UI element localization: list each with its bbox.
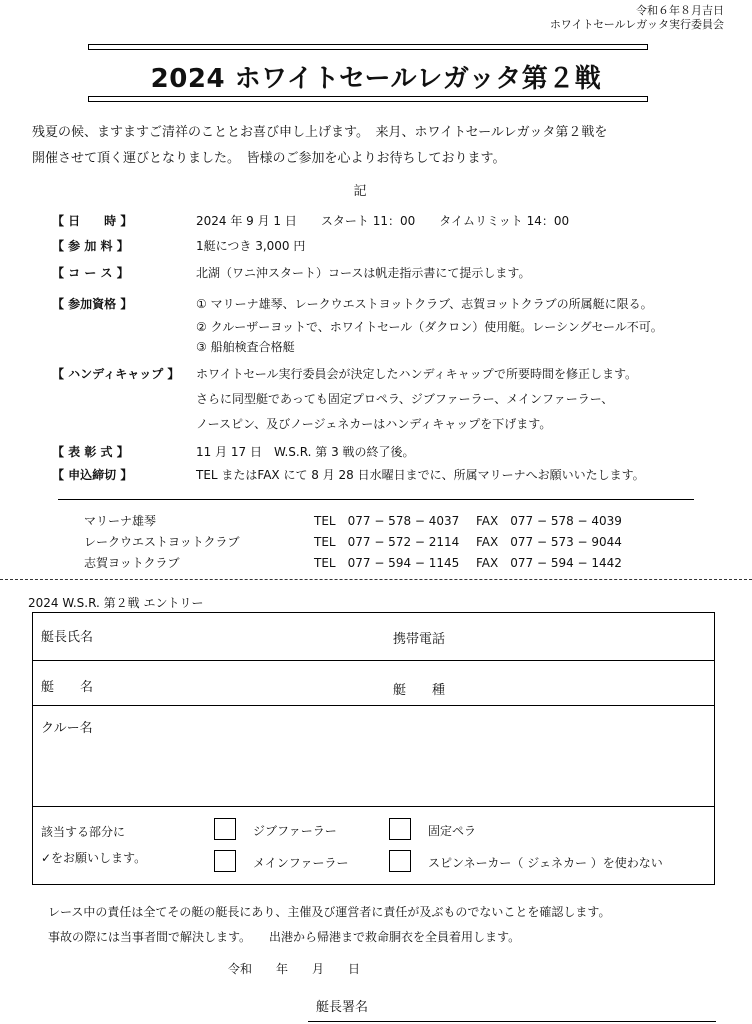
form-row-divider	[33, 806, 714, 807]
intro-line-1: 残夏の候、ますますご清祥のこととお喜び申し上げます。 来月、ホワイトセールレガッタ第２戦を	[32, 125, 608, 140]
date-label: 【 日 時 】	[52, 214, 133, 228]
divider-line	[58, 499, 694, 500]
form-row-divider	[33, 660, 714, 661]
page-title: 2024 ホワイトセールレガッタ第２戦	[150, 64, 602, 94]
club-fax: FAX 077 − 573 − 9044	[476, 535, 622, 549]
deadline-label: 【 申込締切 】	[52, 468, 133, 482]
title-top-bar	[88, 44, 648, 50]
signature-date: 令和 年 月 日	[228, 962, 361, 976]
no-spinnaker-label: スピンネーカー（ ジェネカー ）を使わない	[428, 856, 663, 870]
crew-name-field[interactable]: クルー名	[41, 721, 93, 736]
main-furler-label: メインファーラー	[253, 856, 349, 870]
date-value: 2024 年 9 月 1 日 スタート 11：00 タイムリミット 14：00	[196, 214, 570, 228]
fee-label: 【 参 加 料 】	[52, 239, 129, 253]
main-furler-checkbox[interactable]	[214, 850, 236, 872]
captain-signature-label: 艇長署名	[316, 1000, 369, 1015]
course-value: 北湖（ワニ沖スタート）コースは帆走指示書にて提示します。	[196, 266, 531, 280]
entry-form	[32, 612, 715, 885]
handicap-line: ホワイトセール実行委員会が決定したハンディキャップで所要時間を修正します。	[196, 367, 638, 381]
boat-type-field[interactable]: 艇 種	[393, 683, 446, 698]
captain-name-field[interactable]: 艇長氏名	[41, 630, 94, 645]
qualification-item: ③ 船舶検査合格艇	[196, 340, 295, 354]
jib-furler-label: ジブファーラー	[253, 824, 337, 838]
cut-line	[0, 579, 752, 580]
safety-note: 事故の際には当事者間で解決します。 出港から帰港まで救命胴衣を全員着用します。	[48, 930, 521, 944]
handicap-label: 【 ハンディキャップ 】	[52, 367, 180, 381]
qualification-item: ① マリーナ雄琴、レークウエストヨットクラブ、志賀ヨットクラブの所属艇に限る。	[196, 297, 653, 311]
club-tel: TEL 077 − 594 − 1145	[314, 556, 460, 570]
handicap-line: さらに同型艇であっても固定プロペラ、ジブファーラー、メインファーラー、	[196, 392, 614, 406]
club-tel: TEL 077 − 572 − 2114	[314, 535, 460, 549]
fixed-prop-label: 固定ペラ	[428, 824, 477, 838]
award-label: 【 表 彰 式 】	[52, 445, 129, 459]
issue-date: 令和６年８月吉日	[636, 4, 724, 17]
organizer-name: ホワイトセールレガッタ実行委員会	[549, 18, 724, 31]
handicap-line: ノースピン、及びノージェネカーはハンディキャップを下げます。	[196, 417, 552, 431]
intro-line-2: 開催させて頂く運びとなりました。 皆様のご参加を心よりお待ちしております。	[32, 151, 506, 166]
check-instruction: 該当する部分に	[41, 825, 126, 839]
club-tel: TEL 077 − 578 − 4037	[314, 514, 460, 528]
no-spinnaker-checkbox[interactable]	[389, 850, 411, 872]
fee-value: 1艇につき 3,000 円	[196, 239, 306, 253]
club-fax: FAX 077 − 594 − 1442	[476, 556, 622, 570]
title-bottom-bar	[88, 96, 648, 102]
fixed-prop-checkbox[interactable]	[389, 818, 411, 840]
signature-line[interactable]	[308, 1021, 716, 1022]
qualification-item: ② クルーザーヨットで、ホワイトセール（ダクロン）使用艇。レーシングセール不可。	[196, 320, 663, 334]
qualification-label: 【 参加資格 】	[52, 297, 133, 311]
mobile-phone-field[interactable]: 携帯電話	[393, 632, 446, 647]
club-fax: FAX 077 − 578 − 4039	[476, 514, 622, 528]
course-label: 【 コ ー ス 】	[52, 266, 129, 280]
club-name: 志賀ヨットクラブ	[84, 556, 180, 570]
responsibility-note: レース中の責任は全てその艇の艇長にあり、主催及び運営者に責任が及ぶものでないことを確認します。	[48, 905, 611, 919]
check-instruction: ✓をお願いします。	[41, 851, 147, 865]
deadline-value: TEL またはFAX にて 8 月 28 日水曜日までに、所属マリーナへお願いいたします。	[196, 468, 645, 482]
boat-name-field[interactable]: 艇 名	[41, 680, 94, 695]
form-row-divider	[33, 705, 714, 706]
club-name: レークウエストヨットクラブ	[84, 535, 240, 549]
award-value: 11 月 17 日 W.S.R. 第 3 戦の終了後。	[196, 445, 415, 459]
entry-title: 2024 W.S.R. 第２戦 エントリー	[28, 596, 204, 610]
club-name: マリーナ雄琴	[84, 514, 157, 528]
ki-heading: 記	[353, 184, 367, 199]
jib-furler-checkbox[interactable]	[214, 818, 236, 840]
